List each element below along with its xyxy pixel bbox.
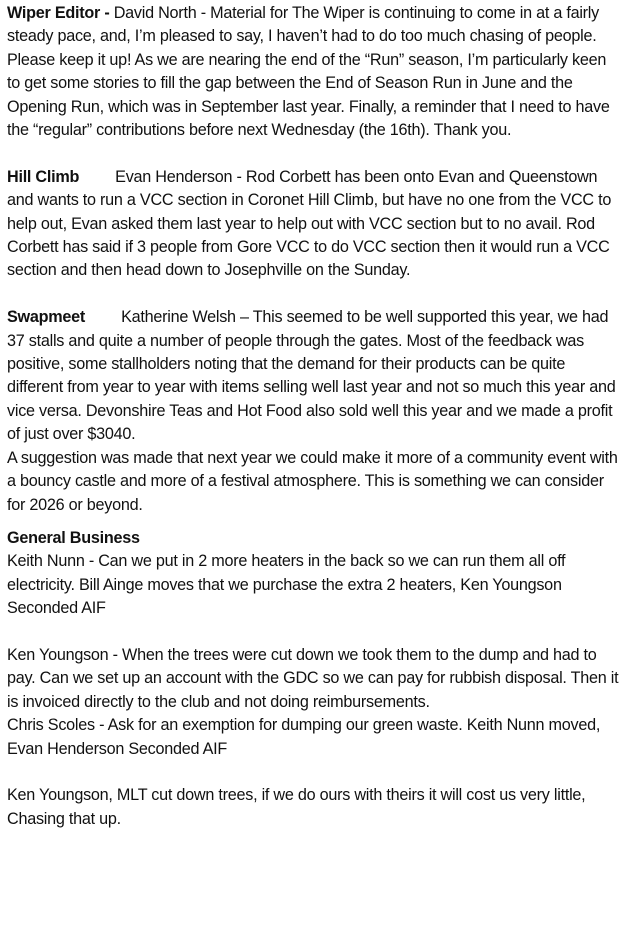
- general-business-item-green-waste: Chris Scoles - Ask for an exemption for dumping our green waste. Keith Nunn moved, Evan Henderson Seconded AIF: [7, 716, 601, 758]
- wiper-editor-heading: Wiper Editor -: [7, 4, 110, 22]
- hill-climb-heading: Hill Climb: [7, 167, 80, 186]
- hill-climb-paragraph: [7, 166, 619, 283]
- swapmeet-heading: Swapmeet: [7, 308, 86, 327]
- swapmeet-paragraph: [7, 306, 619, 446]
- document-page: [7, 2, 619, 831]
- general-business-item-mlt-trees: Ken Youngson, MLT cut down trees, if we do ours with theirs it will cost us very little, Chasing that up.: [7, 786, 586, 828]
- spacer: [7, 517, 619, 527]
- general-business-item-heaters: Keith Nunn - Can we put in 2 more heaters in the back so we can run them all off electricity. Bill Ainge moves that we purchase the extra 2 heaters, Ken Youngson Seconded AIF: [7, 552, 566, 618]
- spacer: [7, 142, 619, 165]
- swapmeet-suggestion: A suggestion was made that next year we could make it more of a community event with a bouncy castle and more of a festival atmosphere. This is something we can consider for 2026 or beyond.: [7, 448, 618, 514]
- spacer: [7, 283, 619, 306]
- wiper-editor-text: David North - Material for The Wiper is continuing to come in at a fairly steady pace, and, I’m pleased to say, I haven’t had to do too much chasing of people. Please keep it up! As we are nearing the end of the “Run” season, I’m particularly keen to get some stories to fill the gap between the End of Season Run in June and the Opening Run, which was in September last year. Finally, a reminder that I need to have the “regular” contributions before next Wednesday (the 16th). Thank you.: [7, 4, 610, 140]
- general-business-heading: General Business: [7, 528, 140, 547]
- spacer: [7, 621, 619, 644]
- wiper-editor-paragraph: [7, 2, 619, 142]
- swapmeet-text: Katherine Welsh – This seemed to be well supported this year, we had 37 stalls and quite a number of people through the gates. Most of the feedback was positive, some stallholders noting that the demand for their products can be quite different from year to year with items selling well last year and not so much this year and vice versa. Devonshire Teas and Hot Food also sold well this year and we made a profit of just over $3040.: [7, 308, 616, 444]
- hill-climb-text: Evan Henderson - Rod Corbett has been onto Evan and Queenstown and wants to run a VCC section in Coronet Hill Climb, but have no one from the VCC to help out, Evan asked them last year to help out with VCC section but to no avail. Rod Corbett has said if 3 people from Gore VCC to do VCC section then it would run a VCC section and then head down to Josephville on the Sunday.: [7, 167, 612, 280]
- spacer: [7, 761, 619, 784]
- general-business-item-dump-account: Ken Youngson - When the trees were cut down we took them to the dump and had to pay. Can we set up an account with the GDC so we can pay for rubbish disposal. Then it is invoiced directly to the club and not doing reimbursements.: [7, 645, 619, 711]
